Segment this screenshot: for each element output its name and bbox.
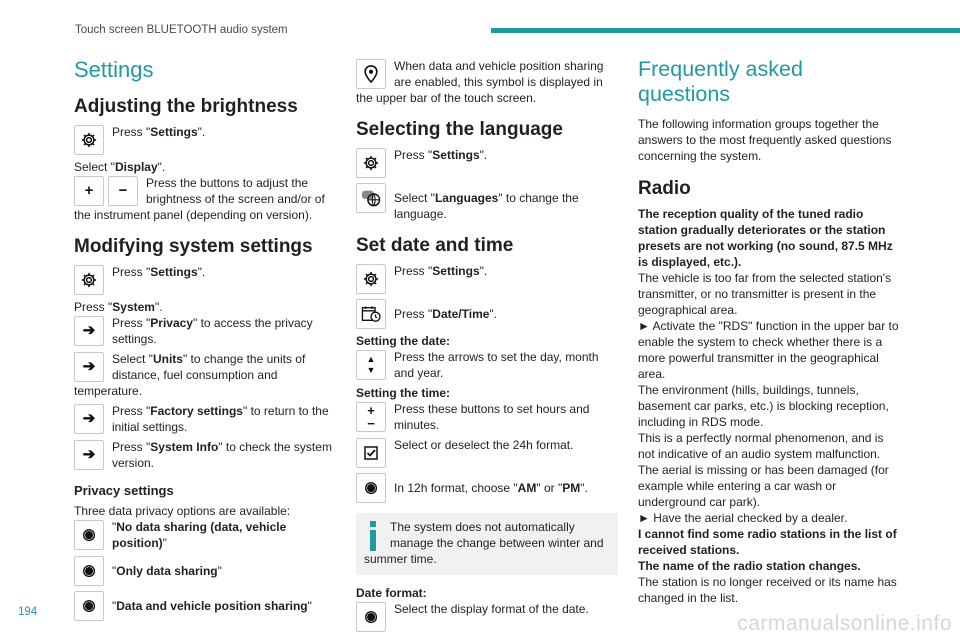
arrow-right-icon: ➔ bbox=[74, 352, 104, 382]
gear-icon bbox=[74, 265, 104, 295]
keyword: System Info bbox=[150, 440, 219, 454]
page-number: 194 bbox=[18, 606, 38, 618]
keyword: Only data sharing bbox=[116, 564, 218, 578]
gear-icon bbox=[356, 264, 386, 294]
location-note bbox=[356, 58, 618, 106]
text: " to check the system version. bbox=[112, 440, 332, 470]
step-privacy bbox=[74, 315, 342, 347]
keyword: AM bbox=[517, 481, 537, 495]
text: Select " bbox=[394, 191, 435, 205]
text: " bbox=[112, 520, 117, 534]
step-press-settings bbox=[356, 263, 618, 294]
heading-privacy-settings: Privacy settings bbox=[74, 483, 174, 498]
text: Select " bbox=[74, 160, 115, 174]
gear-icon bbox=[356, 148, 386, 178]
text: " to access the privacy settings. bbox=[112, 316, 313, 346]
faq-answer: ► Activate the "RDS" function in the upper bar to enable the system to check whether there is a more powerful transmitter in the geographical area. bbox=[638, 319, 899, 381]
faq-answer: The station is no longer received or its name has changed in the list. bbox=[638, 575, 897, 605]
radio-selected-icon: ◉ bbox=[74, 591, 104, 621]
arrow-right-icon: ➔ bbox=[74, 440, 104, 470]
column-1 bbox=[74, 52, 342, 625]
watermark: carmanualsonline.info bbox=[737, 612, 952, 635]
radio-selected-icon: ◉ bbox=[74, 520, 104, 550]
text: Press " bbox=[112, 316, 151, 330]
heading-system-settings: Modifying system settings bbox=[74, 236, 313, 257]
text: Press " bbox=[394, 148, 433, 162]
faq-answer: This is a perfectly normal phenomenon, and is not indicative of an audio system malfunction. bbox=[638, 431, 884, 461]
privacy-option-1 bbox=[74, 519, 342, 551]
privacy-intro: Three data privacy options are available: bbox=[74, 504, 291, 518]
column-2 bbox=[356, 52, 618, 636]
step-date-arrows bbox=[356, 349, 618, 381]
calendar-clock-icon bbox=[356, 299, 386, 329]
setting-date-label: Setting the date: bbox=[356, 334, 451, 348]
setting-time-label: Setting the time: bbox=[356, 386, 451, 400]
text: Press " bbox=[112, 125, 151, 139]
step-press-settings bbox=[356, 147, 618, 178]
keyword: No data sharing (data, vehicle position) bbox=[112, 520, 287, 550]
gear-icon bbox=[74, 125, 104, 155]
time-text: Press these buttons to set hours and minutes. bbox=[394, 402, 590, 432]
section-title-faq: Frequently asked questions bbox=[638, 57, 803, 106]
plus-minus-icon: + − bbox=[356, 402, 386, 432]
faq-answer: ► Have the aerial checked by a dealer. bbox=[638, 511, 848, 525]
text: Press " bbox=[394, 307, 433, 321]
language-icon bbox=[356, 183, 386, 213]
text: ". bbox=[489, 307, 498, 321]
step-date-time bbox=[356, 298, 618, 329]
radio-selected-icon: ◉ bbox=[356, 473, 386, 503]
faq-question: The reception quality of the tuned radio station gradually deteriorates or the station presets are not working (no sound, 87.5 MHz is displayed, etc.). bbox=[638, 207, 893, 269]
faq-answer: The environment (hills, buildings, tunnels, basement car parks, etc.) is blocking reception, including in RDS mode. bbox=[638, 383, 889, 429]
keyword: Factory settings bbox=[150, 404, 243, 418]
step-press-settings bbox=[74, 264, 342, 295]
keyword: PM bbox=[562, 481, 581, 495]
text: " bbox=[112, 599, 117, 613]
text: Select " bbox=[112, 352, 153, 366]
keyword: Settings bbox=[432, 148, 480, 162]
adjust-text: Press the buttons to adjust the brightness of the screen and/or of the instrument panel (depending on version). bbox=[74, 176, 325, 222]
text: In 12h format, choose " bbox=[394, 481, 518, 495]
step-12h-format bbox=[356, 472, 618, 503]
step-system-info bbox=[74, 439, 342, 471]
heading-language: Selecting the language bbox=[356, 119, 563, 140]
up-down-arrows-icon: ▲ ▼ bbox=[356, 350, 386, 380]
faq-answer: The vehicle is too far from the selected station's transmitter, or no transmitter is present in the geographical area. bbox=[638, 271, 892, 317]
arrow-right-icon: ➔ bbox=[74, 316, 104, 346]
faq-answer: The aerial is missing or has been damaged (for example while entering a car wash or underground car park). bbox=[638, 463, 889, 509]
text: ". bbox=[580, 481, 588, 495]
text: " bbox=[217, 564, 222, 578]
privacy-option-3 bbox=[74, 590, 342, 621]
text: " to change the language. bbox=[394, 191, 579, 221]
text: ". bbox=[479, 148, 488, 162]
text: Press " bbox=[112, 265, 151, 279]
plus-icon: + bbox=[74, 176, 104, 206]
format24-text: Select or deselect the 24h format. bbox=[394, 438, 574, 452]
step-factory bbox=[74, 403, 342, 435]
location-pin-icon bbox=[356, 59, 386, 89]
text: " bbox=[112, 564, 117, 578]
heading-brightness: Adjusting the brightness bbox=[74, 96, 298, 117]
radio-selected-icon: ◉ bbox=[74, 556, 104, 586]
text: " to return to the initial settings. bbox=[112, 404, 329, 434]
text: ". bbox=[197, 125, 206, 139]
heading-date-time: Set date and time bbox=[356, 235, 514, 256]
step-date-format bbox=[356, 601, 618, 632]
keyword: Languages bbox=[434, 191, 499, 205]
step-languages bbox=[356, 182, 618, 222]
date-text: Press the arrows to set the day, month and year. bbox=[394, 350, 599, 380]
text: Press " bbox=[112, 440, 151, 454]
text: ". bbox=[197, 265, 206, 279]
radio-selected-icon: ◉ bbox=[356, 602, 386, 632]
minus-icon: − bbox=[108, 176, 138, 206]
step-press-settings bbox=[74, 124, 342, 155]
date-format-text: Select the display format of the date. bbox=[394, 602, 589, 616]
date-format-label: Date format: bbox=[356, 586, 427, 600]
privacy-option-2 bbox=[74, 555, 342, 586]
text: ". bbox=[157, 160, 166, 174]
keyword: Settings bbox=[432, 264, 480, 278]
faq-intro: The following information groups together the answers to the most frequently asked questions concerning the system. bbox=[638, 117, 892, 163]
keyword: Settings bbox=[150, 125, 198, 139]
text: ". bbox=[479, 264, 488, 278]
checkbox-icon bbox=[356, 438, 386, 468]
column-3 bbox=[638, 52, 900, 606]
section-title-settings: Settings bbox=[74, 57, 154, 82]
text: Press " bbox=[394, 264, 433, 278]
keyword: Privacy bbox=[150, 316, 193, 330]
keyword: Settings bbox=[150, 265, 198, 279]
step-adjust bbox=[74, 175, 342, 223]
text: ". bbox=[154, 300, 163, 314]
keyword: Display bbox=[114, 160, 158, 174]
text: " or " bbox=[536, 481, 563, 495]
info-box bbox=[356, 513, 618, 575]
step-24h-format bbox=[356, 437, 618, 468]
faq-question: The name of the radio station changes. bbox=[638, 559, 861, 573]
keyword: System bbox=[112, 300, 155, 314]
step-units bbox=[74, 351, 342, 399]
location-note-text: When data and vehicle position sharing are enabled, this symbol is displayed in the upper bar of the touch screen. bbox=[356, 59, 604, 105]
keyword: Units bbox=[152, 352, 183, 366]
text: " bbox=[307, 599, 312, 613]
heading-radio: Radio bbox=[638, 178, 691, 199]
text: " bbox=[162, 536, 167, 550]
faq-question: I cannot find some radio stations in the list of received stations. bbox=[638, 527, 897, 557]
info-icon bbox=[366, 521, 380, 551]
arrow-right-icon: ➔ bbox=[74, 404, 104, 434]
text: Press " bbox=[112, 404, 151, 418]
keyword: Date/Time bbox=[432, 307, 490, 321]
text: Press " bbox=[74, 300, 113, 314]
keyword: Data and vehicle position sharing bbox=[116, 599, 308, 613]
info-text: The system does not automatically manage the change between winter and summer time. bbox=[364, 520, 604, 566]
text: " to change the units of distance, fuel consumption and temperature. bbox=[74, 352, 306, 398]
step-press-system bbox=[74, 299, 342, 315]
step-select-display bbox=[74, 159, 342, 175]
header-title: Touch screen BLUETOOTH audio system bbox=[75, 24, 288, 36]
header-bar bbox=[491, 28, 960, 33]
step-time-buttons bbox=[356, 401, 618, 433]
